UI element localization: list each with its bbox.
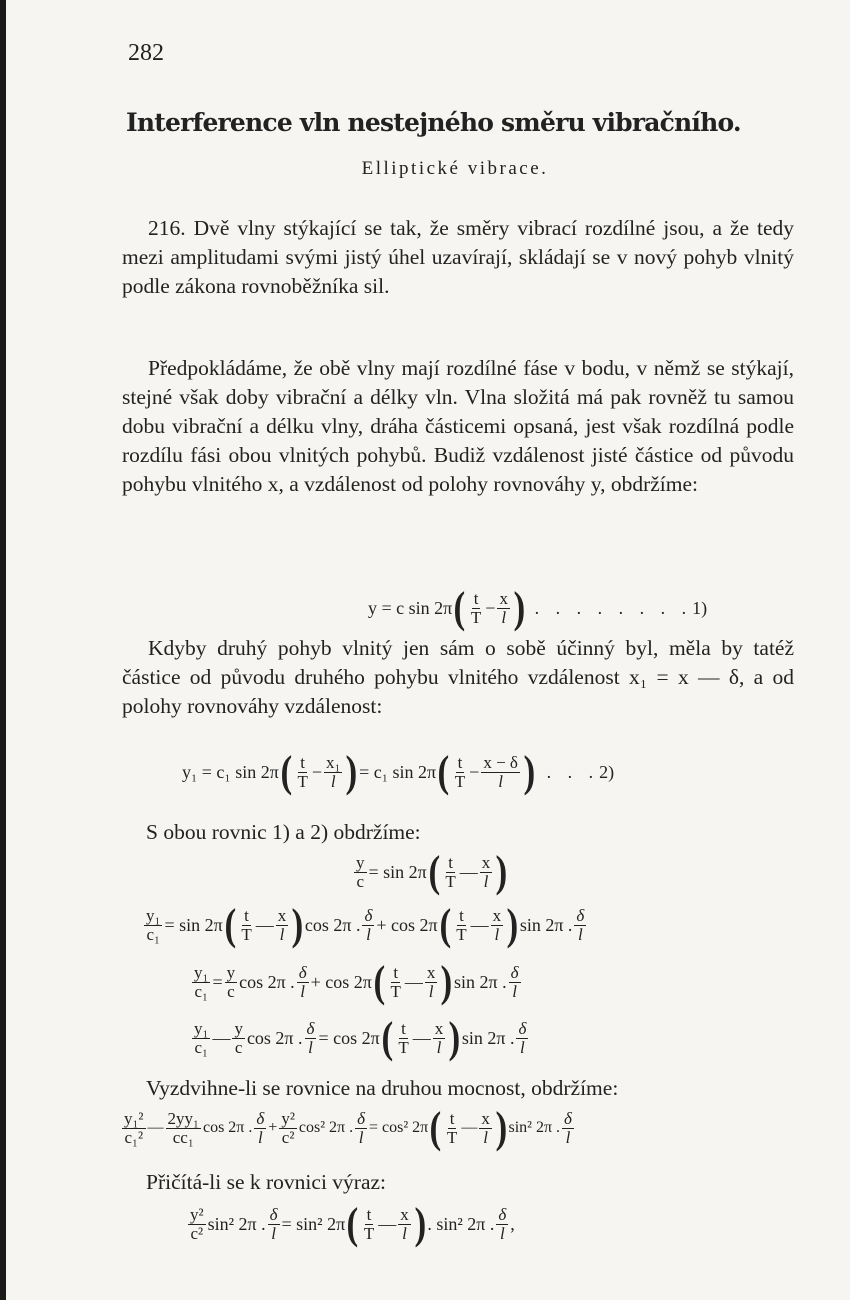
equation-5: $\frac{\text{y₁}}{\text{c₁}}$ = $\frac{y}{c}$ cos 2π . $\frac{\delta}{l}$ + cos 2π ( $\frac{t}{T}$ — $\frac{x}{l}$ ) sin 2π . $\frac{\delta}{l}$ [194, 957, 519, 1006]
equation-6: $\frac{\text{y₁}}{\text{c₁}}$ — $\frac{y}{c}$ cos 2π . $\frac{\delta}{l}$ = cos 2π ( $\frac{t}{T}$ — $\frac{x}{l}$ ) sin 2π . $\frac{\delta}{l}$ [194, 1013, 527, 1062]
page-edge [0, 0, 6, 1300]
section-title: Interference vln nestejného směru vibračního. [126, 108, 741, 137]
paragraph-square: Vyzdvihne-li se rovnice na druhou mocnost, obdržíme: [146, 1076, 619, 1100]
page-number: 282 [128, 40, 164, 66]
paragraph-combine: S obou rovnic 1) a 2) obdržíme: [146, 820, 421, 844]
paragraph-add: Přičítá-li se k rovnici výraz: [146, 1170, 387, 1194]
equation-3: $\frac{y}{c}$ = sin 2π ( $\frac{t}{T}$ — $\frac{x}{l}$ ) [356, 847, 508, 896]
paragraph-216: 216. Dvě vlny stýkající se tak, že směry vibrací rozdílné jsou, a že tedy mezi amplitudami svými jistý úhel uzavírají, skládají se v nový pohyb vlnitý podle zákona rovnoběžníka sil. [122, 216, 794, 298]
equation-7: $\frac{\text{y₁²}}{\text{c₁²}}$ — $\frac{\text{2yy₁}}{\text{cc₁}}$ cos 2π . $\frac{\delta}{l}$ + $\frac{\text{y²}}{\text{c²}}$ cos² 2π . $\frac{\delta}{l}$ = cos² 2π ( $\frac{t}{T}$ — $\frac{x}{l}$ ) sin² 2π . $\frac{\delta}{l}$ [124, 1103, 572, 1152]
equation-4: $\frac{\text{y₁}}{\text{c₁}}$ = sin 2π ( $\frac{t}{T}$ — $\frac{x}{l}$ ) cos 2π . $\frac{\delta}{l}$ + cos 2π ( $\frac{t}{T}$ — $\frac{x}{l}$ ) sin 2π . $\frac{\delta}{l}$ [146, 900, 585, 949]
equation-8: $\frac{\text{y²}}{\text{c²}}$ sin² 2π . $\frac{\delta}{l}$ = sin² 2π ( $\frac{t}{T}$ — $\frac{x}{l}$ ) . sin² 2π . $\frac{\delta}{l}$ , [190, 1199, 515, 1248]
section-subtitle: Elliptické vibrace. [361, 158, 549, 179]
equation-1: y = c sin 2π ( $\frac{t}{T}$ − $\frac{x}{l}$ ) . . . . . . . . 1) [368, 583, 708, 632]
paragraph-assumption: Předpokládáme, že obě vlny mají rozdílné fáse v bodu, v němž se stýkají, stejné však doby vibrační a délky vln. Vlna složitá má pak rovněž tu samou dobu vibrační a délku vlny, dráha částicemi opsaná, jest však rozdílná podle rozdílu fási obou vlnitých pohybů. Budiž vzdálenost jisté částice od původu pohybu vlnitého x, a vzdálenost od polohy rovnováhy y, obdržíme: [122, 356, 794, 496]
paragraph-second-wave: Kdyby druhý pohyb vlnitý jen sám o sobě účinný byl, měla by tatéž částice od původu druhého pohybu vlnitého vzdálenost x₁ = x — δ, a od polohy rovnováhy vzdálenost: [122, 636, 794, 718]
equation-2: y₁ = c₁ sin 2π ( $\frac{t}{T}$ − $\frac{\text{x₁}}{l}$ ) = c₁ sin 2π ( $\frac{t}{T}$ − $\frac{x - \delta}{l}$ ) . . . 2) [182, 747, 615, 796]
